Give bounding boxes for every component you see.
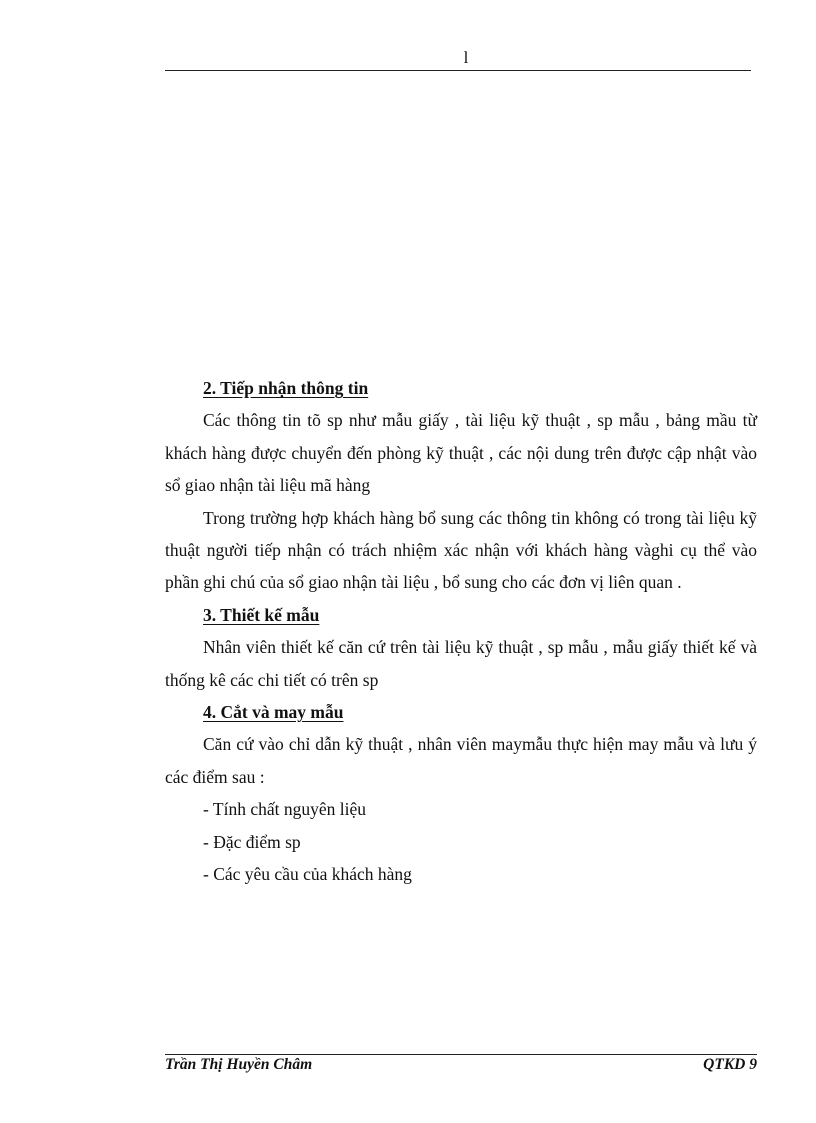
footer-author: Trần Thị Huyền Châm — [165, 1056, 313, 1073]
section-heading: 4. Cắt và may mẫu — [203, 702, 344, 723]
section-heading: 3. Thiết kế mẫu — [203, 604, 320, 625]
page-footer — [165, 1056, 757, 1074]
paragraph: Căn cứ vào chỉ dẫn kỹ thuật , nhân viên maymẫu thực hiện may mẫu và lưu ý các điểm sau : — [165, 734, 757, 787]
document-body — [165, 372, 757, 891]
paragraph: Trong trường hợp khách hàng bổ sung các thông tin không có trong tài liệu kỹ thuật người tiếp nhận có trách nhiệm xác nhận với khách hàng vàghi cụ thể vào phần ghi chú của sổ giao nhận tài liệu , bổ sung cho các đơn vị liên quan . — [165, 507, 757, 593]
section-heading: 2. Tiếp nhận thông tin — [203, 378, 369, 398]
paragraph: Nhân viên thiết kế căn cứ trên tài liệu kỹ thuật , sp mẫu , mẫu giấy thiết kế và thống kê các chi tiết có trên sp — [165, 637, 757, 690]
header-rule — [165, 70, 751, 71]
page-number: l — [463, 48, 469, 67]
paragraph: Các thông tin tõ sp như mẫu giấy , tài liệu kỹ thuật , sp mẫu , bảng mầu từ khách hàng được chuyển đến phòng kỹ thuật , các nội dung trên được cập nhật vào sổ giao nhận tài liệu mã hàng — [165, 410, 757, 496]
list-item: - Các yêu cầu của khách hàng — [203, 864, 412, 885]
footer-rule — [165, 1054, 757, 1055]
list-item: - Đặc điểm sp — [203, 831, 301, 852]
footer-class-code: QTKD 9 — [703, 1056, 757, 1073]
list-item: - Tính chất nguyên liệu — [203, 799, 366, 820]
